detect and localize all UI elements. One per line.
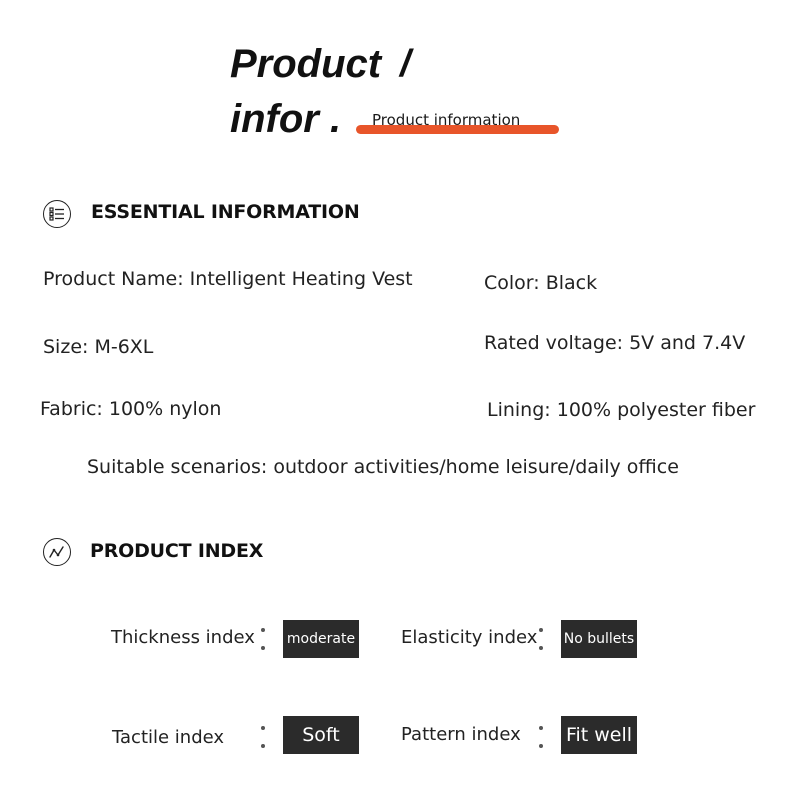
thickness-index-value: moderate	[283, 620, 359, 658]
trend-line-icon	[43, 538, 71, 566]
product-name: Product Name: Intelligent Heating Vest	[43, 268, 413, 290]
title-slash: /	[400, 43, 411, 85]
colon-separator	[261, 726, 265, 748]
product-color: Color: Black	[484, 272, 598, 294]
tag-product-information: Product information	[372, 111, 521, 129]
title-infor: infor .	[230, 97, 342, 141]
title-product: Product	[230, 42, 382, 86]
tactile-index-label: Tactile index	[112, 727, 225, 748]
product-size: Size: M-6XL	[43, 336, 154, 358]
checklist-icon	[43, 200, 71, 228]
product-fabric: Fabric: 100% nylon	[40, 398, 222, 420]
pattern-index-value: Fit well	[561, 716, 637, 754]
tactile-index-value: Soft	[283, 716, 359, 754]
pattern-index-label: Pattern index	[401, 724, 521, 745]
suitable-scenarios: Suitable scenarios: outdoor activities/home leisure/daily office	[87, 456, 679, 478]
elasticity-index-label: Elasticity index	[401, 627, 538, 648]
colon-separator	[539, 726, 543, 748]
essential-information-title: ESSENTIAL INFORMATION	[91, 201, 360, 223]
thickness-index-label: Thickness index	[111, 627, 255, 648]
colon-separator	[261, 628, 265, 650]
rated-voltage: Rated voltage: 5V and 7.4V	[484, 332, 746, 354]
product-lining: Lining: 100% polyester fiber	[487, 399, 756, 421]
colon-separator	[539, 628, 543, 650]
elasticity-index-value: No bullets	[561, 620, 637, 658]
product-index-title: PRODUCT INDEX	[90, 540, 264, 562]
